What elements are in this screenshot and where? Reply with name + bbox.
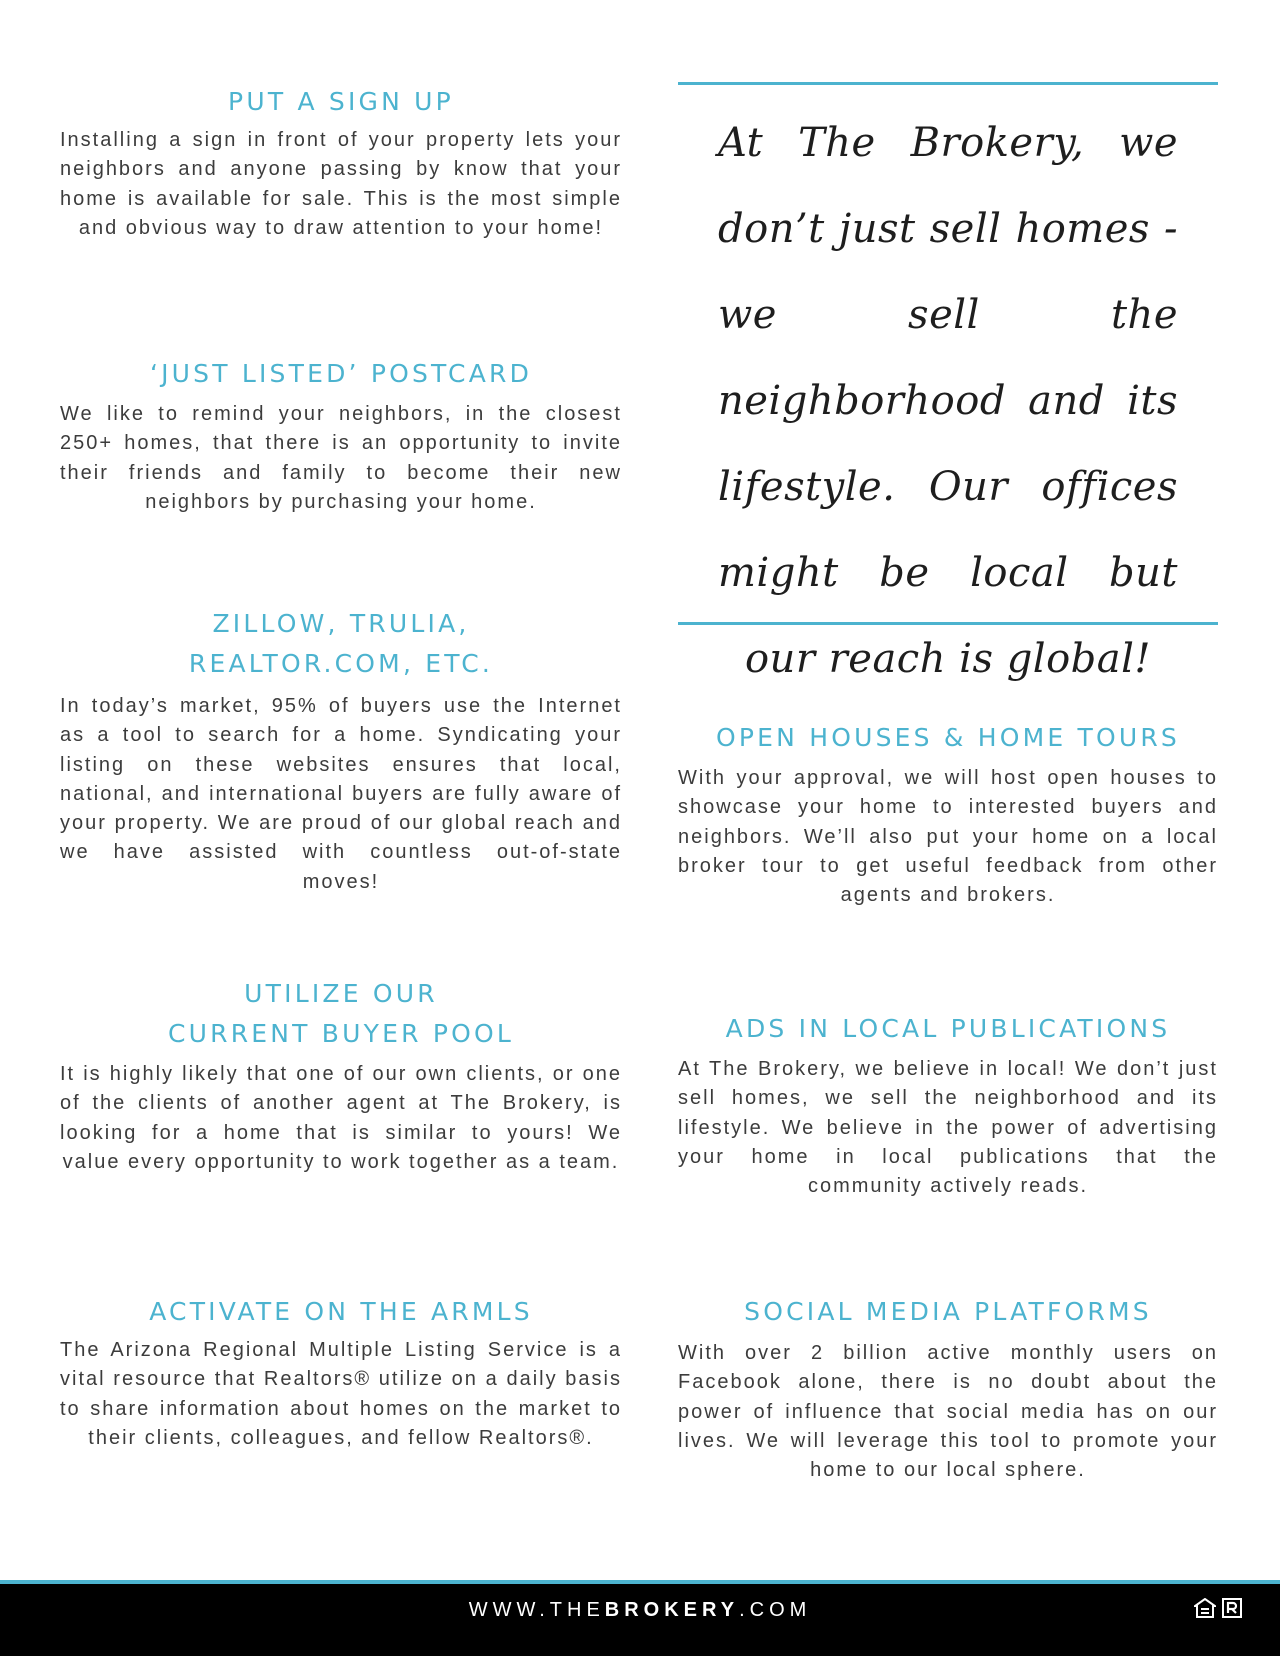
section-title xyxy=(60,604,622,684)
section-title: ADS IN LOCAL PUBLICATIONS xyxy=(725,1014,1171,1043)
section-title-line-2: CURRENT BUYER POOL xyxy=(167,1019,514,1048)
section-title-line-1: ZILLOW, TRULIA, xyxy=(212,609,470,638)
section-just-listed-postcard xyxy=(60,354,622,517)
section-title: PUT A SIGN UP xyxy=(228,87,454,116)
section-open-houses xyxy=(678,718,1218,910)
realtor-icon xyxy=(1222,1598,1242,1618)
section-activate-armls xyxy=(60,1292,622,1453)
section-title: SOCIAL MEDIA PLATFORMS xyxy=(744,1297,1152,1326)
section-body: With your approval, we will host open houses to showcase your home to interested buyers and neighbors. We’ll also put your home on a local broker tour to get useful feedback from other agents and brokers. xyxy=(678,767,1218,907)
section-title: ACTIVATE ON THE ARMLS xyxy=(149,1297,533,1326)
section-body: It is highly likely that one of our own clients, or one of the clients of another agent at The Brokery, is looking for a home that is similar to yours! We value every opportunity to work together as a team. xyxy=(60,1063,622,1173)
section-body: At The Brokery, we believe in local! We don’t just sell homes, we sell the neighborhood and its lifestyle. We believe in the power of advertising your home in local publications that the community actively reads. xyxy=(678,1058,1218,1198)
section-title: ‘JUST LISTED’ POSTCARD xyxy=(149,359,533,388)
footer-website-link[interactable] xyxy=(0,1584,1280,1636)
quote-bottom-rule xyxy=(678,622,1218,625)
footer-icons xyxy=(1194,1598,1242,1618)
brand-quote: At The Brokery, we don’t just sell homes - we sell the neighborhood and its lifestyle. Our offices might be local but our reach is global! xyxy=(718,120,1178,682)
section-social-media xyxy=(678,1292,1218,1485)
section-body: In today’s market, 95% of buyers use the Internet as a tool to search for a home. Syndicating your listing on these websites ensures that local, national, and international buyers are fully aware of your property. We are proud of our global reach and we have assisted with countless out-of-state moves! xyxy=(60,695,622,893)
section-title xyxy=(60,974,622,1054)
section-put-a-sign-up xyxy=(60,82,622,243)
footer-url-brand: BROKERY xyxy=(604,1599,740,1621)
section-title-line-2: REALTOR.COM, ETC. xyxy=(188,649,494,678)
equal-housing-icon xyxy=(1194,1598,1216,1618)
section-buyer-pool xyxy=(60,974,622,1177)
quote-top-rule xyxy=(678,82,1218,85)
footer-url-suffix: .COM xyxy=(739,1599,812,1621)
section-title: OPEN HOUSES & HOME TOURS xyxy=(716,723,1180,752)
footer xyxy=(0,1584,1280,1656)
section-zillow-trulia xyxy=(60,604,622,897)
section-local-publications xyxy=(678,1009,1218,1201)
section-body: Installing a sign in front of your property lets your neighbors and anyone passing by know that your home is available for sale. This is the most simple and obvious way to draw attention to your home! xyxy=(60,129,622,239)
section-body: We like to remind your neighbors, in the closest 250+ homes, that there is an opportunity to invite their friends and family to become their new neighbors by purchasing your home. xyxy=(60,403,622,513)
section-title-line-1: UTILIZE OUR xyxy=(244,979,438,1008)
footer-url-prefix: WWW.THE xyxy=(468,1599,605,1621)
section-body: With over 2 billion active monthly users on Facebook alone, there is no doubt about the power of influence that social media has on our lives. We will leverage this tool to promote your home to our local sphere. xyxy=(678,1342,1218,1482)
section-body: The Arizona Regional Multiple Listing Service is a vital resource that Realtors® utilize on a daily basis to share information about homes on the market to their clients, colleagues, and fellow Realtors®. xyxy=(60,1339,622,1449)
